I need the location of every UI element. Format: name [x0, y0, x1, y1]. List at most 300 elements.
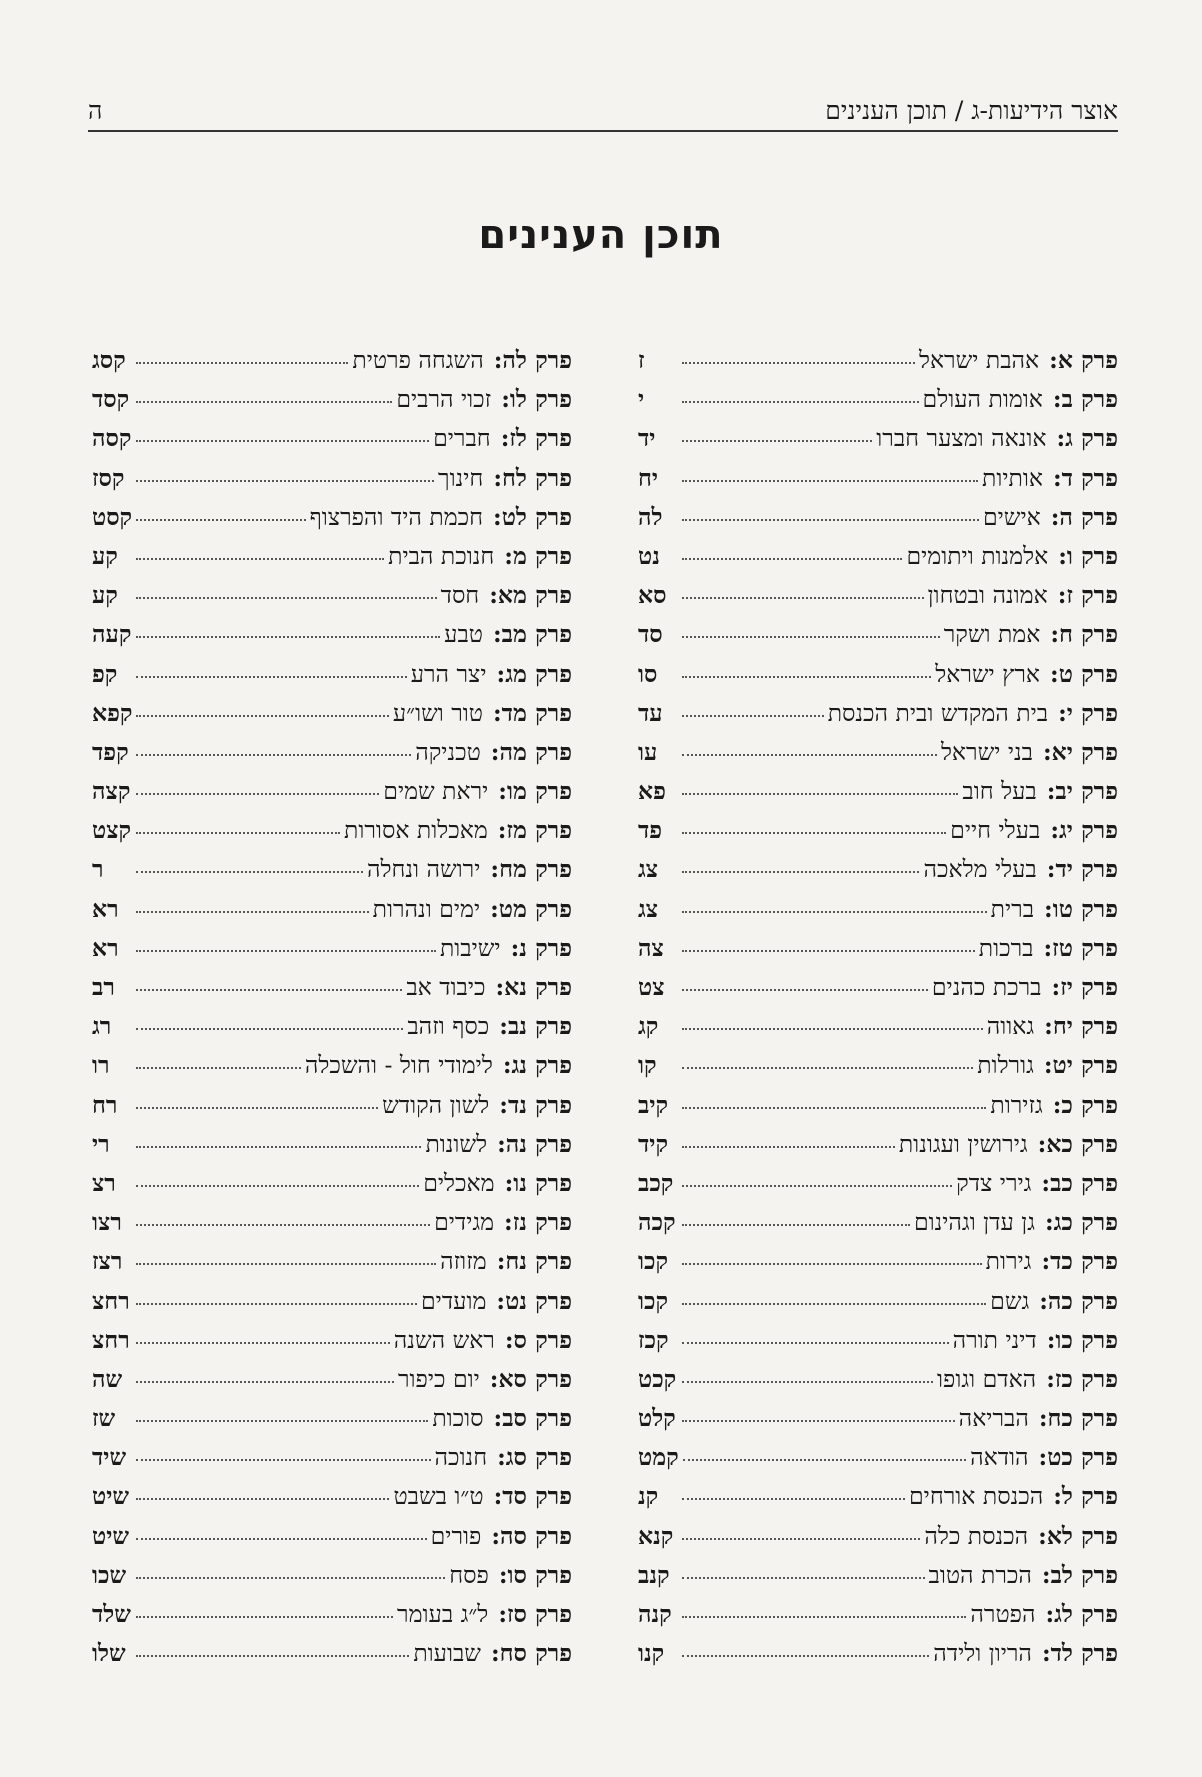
- toc-entry: [92, 542, 572, 581]
- chapter-page-number: יח: [638, 463, 659, 492]
- chapter-label: פרק נב:: [499, 1012, 572, 1041]
- chapter-title: גזירות: [990, 1090, 1043, 1119]
- chapter-page-number: קנב: [638, 1560, 670, 1589]
- toc-entry: [638, 1561, 1118, 1600]
- chapter-label: פרק ה:: [1050, 502, 1118, 531]
- chapter-label: פרק נד:: [499, 1090, 572, 1119]
- dot-leader: [136, 793, 379, 795]
- chapter-title: גאווה: [986, 1012, 1035, 1041]
- chapter-label: פרק נה:: [497, 1129, 572, 1158]
- chapter-page-number: רי: [92, 1129, 110, 1158]
- page-title: תוכן הענינים: [478, 212, 724, 258]
- dot-leader: [682, 1107, 986, 1109]
- chapter-title: מזוזה: [440, 1247, 487, 1276]
- toc-entry: [92, 1208, 572, 1247]
- dot-leader: [682, 362, 915, 364]
- toc-entry: [92, 1482, 572, 1521]
- chapter-label: פרק מב:: [492, 620, 572, 649]
- chapter-page-number: קצה: [92, 777, 131, 806]
- chapter-label: פרק ג:: [1056, 424, 1118, 453]
- chapter-title: לשונות: [425, 1129, 488, 1158]
- chapter-label: פרק כג:: [1044, 1208, 1118, 1237]
- chapter-title: פורים: [430, 1521, 482, 1550]
- toc-entry: [92, 699, 572, 738]
- toc-entry: [92, 424, 572, 463]
- dot-leader: [682, 950, 975, 952]
- chapter-title: ברכות: [978, 933, 1034, 962]
- chapter-label: פרק א:: [1049, 346, 1118, 374]
- chapter-page-number: קיד: [638, 1129, 669, 1158]
- chapter-title: הריון ולידה: [933, 1639, 1032, 1668]
- chapter-label: פרק לו:: [501, 385, 572, 414]
- chapter-page-number: פד: [638, 816, 663, 845]
- chapter-page-number: שלו: [92, 1639, 126, 1668]
- toc-entry: [92, 1247, 572, 1286]
- toc-entry: [638, 1443, 1118, 1482]
- chapter-page-number: שיט: [92, 1482, 129, 1511]
- toc-entry: [638, 855, 1118, 894]
- chapter-page-number: רח: [92, 1090, 118, 1119]
- dot-leader: [136, 715, 388, 717]
- chapter-label: פרק כד:: [1041, 1247, 1118, 1276]
- dot-leader: [682, 636, 940, 638]
- toc-entry: [92, 1091, 572, 1130]
- toc-entry: [638, 1012, 1118, 1051]
- toc-entry: [638, 385, 1118, 424]
- chapter-label: פרק מד:: [493, 698, 572, 727]
- dot-leader: [136, 1577, 445, 1579]
- toc-entry: [92, 1130, 572, 1169]
- chapter-title: ט״ו בשבט: [393, 1482, 484, 1511]
- chapter-title: אותיות: [981, 463, 1043, 492]
- dot-leader: [136, 480, 434, 482]
- chapter-title: מאכלות אסורות: [344, 816, 488, 845]
- chapter-page-number: קעה: [92, 620, 132, 649]
- chapter-label: פרק ד:: [1052, 463, 1118, 492]
- dot-leader: [682, 558, 902, 560]
- toc-entry: [92, 1443, 572, 1482]
- dot-leader: [682, 1420, 955, 1422]
- dot-leader: [682, 1067, 973, 1069]
- chapter-page-number: קכו: [638, 1247, 669, 1276]
- chapter-title: ימים ונהרות: [372, 894, 481, 923]
- toc-entry: [638, 1130, 1118, 1169]
- chapter-page-number: סו: [638, 659, 658, 688]
- chapter-title: אונאה ומצער חברו: [876, 424, 1047, 453]
- chapter-label: פרק לא:: [1038, 1521, 1118, 1550]
- chapter-label: פרק מח:: [490, 855, 572, 884]
- toc-entry: [92, 816, 572, 855]
- dot-leader: [136, 636, 440, 638]
- toc-entry: [92, 503, 572, 542]
- dot-leader: [136, 558, 384, 560]
- chapter-title: גירות: [985, 1247, 1032, 1276]
- dot-leader: [136, 1067, 301, 1069]
- dot-leader: [682, 1616, 966, 1618]
- chapter-page-number: קכה: [638, 1208, 676, 1237]
- chapter-page-number: רו: [92, 1051, 110, 1080]
- chapter-title: אומות העולם: [922, 385, 1043, 414]
- chapter-label: פרק סב:: [493, 1404, 572, 1433]
- chapter-label: פרק ט:: [1050, 659, 1118, 688]
- chapter-page-number: צה: [638, 933, 664, 962]
- dot-leader: [136, 1616, 393, 1618]
- chapter-title: גן עדן וגהינום: [913, 1208, 1035, 1237]
- dot-leader: [136, 1459, 431, 1461]
- chapter-page-number: רחצ: [92, 1325, 130, 1354]
- chapter-label: פרק נג:: [502, 1051, 572, 1080]
- chapter-label: פרק סו:: [498, 1560, 572, 1589]
- dot-leader: [136, 676, 407, 678]
- chapter-label: פרק נט:: [496, 1286, 572, 1315]
- chapter-title: טור ושו״ע: [392, 698, 483, 727]
- chapter-page-number: קסז: [92, 463, 125, 492]
- dot-leader: [682, 1498, 905, 1500]
- dot-leader: [682, 1224, 910, 1226]
- chapter-title: גורלות: [977, 1051, 1034, 1080]
- chapter-label: פרק נא:: [495, 973, 572, 1001]
- chapter-page-number: רב: [92, 973, 115, 1001]
- chapter-title: חינוך: [438, 463, 484, 492]
- dot-leader: [136, 401, 392, 403]
- chapter-page-number: פא: [638, 777, 666, 806]
- dot-leader: [136, 911, 369, 913]
- toc-entry: [92, 973, 572, 1012]
- chapter-label: פרק כז:: [1046, 1364, 1118, 1393]
- chapter-title: מאכלים: [423, 1168, 495, 1197]
- chapter-title: בעל חוב: [962, 777, 1037, 806]
- chapter-label: פרק מט:: [490, 894, 572, 923]
- chapter-title: יצר הרע: [410, 659, 487, 688]
- chapter-title: שבועות: [413, 1639, 481, 1668]
- toc-entry: [638, 503, 1118, 542]
- toc-entry: [92, 1326, 572, 1365]
- toc-entry: [638, 1522, 1118, 1561]
- toc-entry: [92, 464, 572, 503]
- chapter-page-number: נט: [638, 541, 660, 570]
- toc-entry: [638, 1639, 1118, 1678]
- dot-leader: [682, 676, 931, 678]
- dot-leader: [136, 362, 348, 364]
- chapter-page-number: עד: [638, 698, 663, 727]
- chapter-title: יום כיפור: [397, 1364, 480, 1393]
- chapter-title: כיבוד אב: [406, 973, 486, 1001]
- chapter-label: פרק לב:: [1041, 1560, 1118, 1589]
- chapter-title: הכנסת כלה: [924, 1521, 1029, 1550]
- toc-entry: [92, 581, 572, 620]
- toc-entry: [638, 660, 1118, 699]
- chapter-label: פרק כח:: [1038, 1404, 1118, 1433]
- toc-column-left: [92, 346, 572, 1678]
- chapter-label: פרק לז:: [500, 424, 572, 453]
- dot-leader: [682, 1146, 895, 1148]
- toc-column-right: [638, 346, 1118, 1678]
- toc-entry: [638, 1482, 1118, 1521]
- chapter-label: פרק כו:: [1046, 1325, 1118, 1354]
- page-number: ה: [88, 96, 103, 125]
- chapter-page-number: קנו: [638, 1639, 665, 1668]
- toc-entry: [638, 1169, 1118, 1208]
- dot-leader: [682, 401, 919, 403]
- chapter-label: פרק יז:: [1051, 973, 1118, 1001]
- chapter-title: גירושין ועגונות: [898, 1129, 1028, 1158]
- toc-entry: [638, 464, 1118, 503]
- chapter-page-number: קסג: [92, 346, 126, 374]
- chapter-page-number: רצ: [92, 1168, 116, 1197]
- chapter-page-number: קכב: [638, 1168, 674, 1197]
- dot-leader: [682, 1381, 933, 1383]
- chapter-title: טבע: [444, 620, 483, 649]
- dot-leader: [683, 1459, 966, 1461]
- chapter-page-number: שיט: [92, 1521, 129, 1550]
- chapter-page-number: קכו: [638, 1286, 669, 1315]
- dot-leader: [136, 1381, 394, 1383]
- dot-leader: [136, 1303, 417, 1305]
- toc-entry: [92, 1639, 572, 1678]
- chapter-label: פרק סג:: [497, 1443, 572, 1472]
- running-header: [88, 96, 1118, 132]
- chapter-page-number: רצז: [92, 1247, 123, 1276]
- chapter-page-number: צט: [638, 973, 665, 1001]
- chapter-page-number: קלט: [638, 1404, 676, 1433]
- chapter-label: פרק כט:: [1038, 1443, 1118, 1472]
- toc-entry: [638, 542, 1118, 581]
- toc-entry: [92, 1287, 572, 1326]
- toc-entry: [638, 1208, 1118, 1247]
- toc-entry: [92, 777, 572, 816]
- chapter-label: פרק יד:: [1046, 855, 1118, 884]
- toc-entry: [92, 620, 572, 659]
- chapter-label: פרק סא:: [489, 1364, 572, 1393]
- chapter-label: פרק יט:: [1043, 1051, 1118, 1080]
- toc-entry: [92, 1051, 572, 1090]
- chapter-label: פרק כ:: [1052, 1090, 1118, 1119]
- toc-entry: [92, 1169, 572, 1208]
- chapter-title: אישים: [982, 502, 1041, 531]
- chapter-page-number: רג: [92, 1012, 112, 1041]
- chapter-label: פרק כב:: [1041, 1168, 1118, 1197]
- chapter-page-number: קצט: [92, 816, 132, 845]
- dot-leader: [682, 715, 824, 717]
- chapter-title: ברכת כהנים: [931, 973, 1042, 1001]
- dot-leader: [682, 519, 979, 521]
- dot-leader: [682, 989, 928, 991]
- chapter-label: פרק טז:: [1043, 933, 1118, 962]
- chapter-page-number: קפד: [92, 737, 129, 766]
- chapter-title: סוכות: [432, 1404, 484, 1433]
- dot-leader: [136, 1224, 430, 1226]
- chapter-title: בני ישראל: [940, 737, 1033, 766]
- dot-leader: [682, 440, 872, 442]
- dot-leader: [136, 440, 429, 442]
- chapter-page-number: צג: [638, 855, 659, 884]
- chapter-title: חסד: [440, 581, 480, 610]
- toc-entry: [638, 973, 1118, 1012]
- chapter-title: הכרת הטוב: [928, 1560, 1032, 1589]
- dot-leader: [136, 1263, 436, 1265]
- chapter-title: הודאה: [970, 1443, 1029, 1472]
- chapter-title: ברית: [990, 894, 1035, 923]
- chapter-label: פרק סד:: [493, 1482, 572, 1511]
- chapter-page-number: רצו: [92, 1208, 122, 1237]
- chapter-title: השגחה פרטית: [352, 346, 484, 374]
- chapter-page-number: קסה: [92, 424, 132, 453]
- chapter-label: פרק לט:: [493, 502, 572, 531]
- chapter-title: אמונה ובטחון: [927, 581, 1048, 610]
- toc-entry: [92, 385, 572, 424]
- chapter-page-number: קפא: [92, 698, 133, 727]
- toc-entry: [638, 1287, 1118, 1326]
- dot-leader: [136, 1185, 419, 1187]
- chapter-page-number: שלד: [92, 1600, 131, 1628]
- dot-leader: [136, 754, 411, 756]
- chapter-label: פרק נז:: [504, 1208, 572, 1237]
- chapter-label: פרק נח:: [496, 1247, 572, 1276]
- toc-entry: [638, 1600, 1118, 1639]
- chapter-page-number: קנא: [638, 1521, 674, 1550]
- chapter-title: בית המקדש ובית הכנסת: [827, 698, 1049, 727]
- dot-leader: [136, 1655, 409, 1657]
- chapter-label: פרק סז:: [498, 1600, 572, 1628]
- chapter-page-number: ר: [92, 855, 104, 884]
- chapter-label: פרק מו:: [498, 777, 572, 806]
- chapter-title: לימודי חול - והשכלה: [304, 1051, 493, 1080]
- chapter-title: אהבת ישראל: [918, 346, 1040, 374]
- chapter-page-number: צג: [638, 894, 659, 923]
- chapter-title: בעלי מלאכה: [923, 855, 1037, 884]
- chapter-page-number: קסט: [92, 502, 133, 531]
- dot-leader: [682, 1303, 986, 1305]
- dot-leader: [136, 1342, 390, 1344]
- chapter-title: טכניקה: [415, 737, 481, 766]
- dot-leader: [682, 793, 958, 795]
- chapter-page-number: שה: [92, 1364, 123, 1393]
- chapter-page-number: קיב: [638, 1090, 669, 1119]
- chapter-page-number: רא: [92, 894, 119, 923]
- dot-leader: [682, 1538, 920, 1540]
- chapter-title: זכוי הרבים: [396, 385, 492, 414]
- chapter-label: פרק טו:: [1044, 894, 1118, 923]
- chapter-label: פרק נ:: [510, 933, 572, 962]
- toc-entry: [638, 346, 1118, 385]
- chapter-title: האדם וגופו: [937, 1364, 1037, 1393]
- dot-leader: [136, 597, 437, 599]
- chapter-label: פרק לה:: [493, 346, 572, 374]
- toc-entry: [92, 1012, 572, 1051]
- chapter-page-number: רא: [92, 933, 119, 962]
- chapter-title: גשם: [990, 1286, 1030, 1315]
- chapter-title: הכנסת אורחים: [909, 1482, 1044, 1511]
- chapter-label: פרק ח:: [1050, 620, 1118, 649]
- toc-entry: [638, 1326, 1118, 1365]
- chapter-title: חכמת היד והפרצוף: [309, 502, 484, 531]
- chapter-page-number: קע: [92, 581, 118, 610]
- chapter-page-number: יד: [638, 424, 656, 453]
- toc-entry: [638, 1247, 1118, 1286]
- chapter-page-number: קע: [92, 541, 118, 570]
- chapter-label: פרק יג:: [1050, 816, 1118, 845]
- chapter-page-number: סד: [638, 620, 663, 649]
- chapter-title: חנוכת הבית: [388, 541, 495, 570]
- chapter-page-number: קו: [638, 1051, 657, 1080]
- dot-leader: [682, 871, 919, 873]
- chapter-page-number: קנה: [638, 1600, 672, 1628]
- chapter-page-number: סא: [638, 581, 667, 610]
- toc-entry: [638, 699, 1118, 738]
- dot-leader: [682, 1577, 925, 1579]
- toc-entry: [638, 934, 1118, 973]
- toc-entry: [92, 1365, 572, 1404]
- dot-leader: [136, 1146, 421, 1148]
- chapter-page-number: שיד: [92, 1443, 127, 1472]
- chapter-label: פרק ס:: [504, 1325, 572, 1354]
- chapter-label: פרק יא:: [1042, 737, 1118, 766]
- toc-entry: [92, 738, 572, 777]
- chapter-label: פרק י:: [1058, 698, 1118, 727]
- chapter-page-number: י: [638, 385, 645, 414]
- dot-leader: [136, 950, 436, 952]
- chapter-title: ארץ ישראל: [935, 659, 1041, 688]
- chapter-label: פרק ו:: [1058, 541, 1118, 570]
- dot-leader: [682, 1342, 949, 1344]
- chapter-page-number: קג: [638, 1012, 659, 1041]
- toc-entry: [92, 855, 572, 894]
- dot-leader: [682, 1263, 982, 1265]
- toc-entry: [638, 895, 1118, 934]
- chapter-label: פרק יב:: [1046, 777, 1118, 806]
- dot-leader: [682, 754, 937, 756]
- chapter-label: פרק סח:: [490, 1639, 572, 1668]
- dot-leader: [136, 871, 363, 873]
- chapter-label: פרק כא:: [1037, 1129, 1118, 1158]
- toc-entry: [638, 1365, 1118, 1404]
- chapter-page-number: קמט: [638, 1443, 679, 1472]
- dot-leader: [682, 1185, 952, 1187]
- chapter-page-number: לה: [638, 502, 663, 531]
- dot-leader: [682, 597, 924, 599]
- dot-leader: [136, 1107, 378, 1109]
- chapter-title: גירי צדק: [956, 1168, 1032, 1197]
- chapter-title: מועדים: [421, 1286, 487, 1315]
- chapter-title: בעלי חיים: [950, 816, 1041, 845]
- chapter-title: חברים: [433, 424, 491, 453]
- chapter-page-number: קסד: [92, 385, 130, 414]
- chapter-page-number: שז: [92, 1404, 116, 1433]
- chapter-label: פרק נו:: [504, 1168, 572, 1197]
- toc-entry: [638, 1091, 1118, 1130]
- chapter-title: ל״ג בעומר: [397, 1600, 489, 1628]
- toc-entry: [92, 346, 572, 385]
- chapter-title: כסף וזהב: [407, 1012, 490, 1041]
- toc-entry: [638, 816, 1118, 855]
- dot-leader: [682, 832, 946, 834]
- chapter-label: פרק מג:: [496, 659, 572, 688]
- chapter-label: פרק ז:: [1057, 581, 1118, 610]
- chapter-title: חנוכה: [434, 1443, 488, 1472]
- chapter-page-number: קפ: [92, 659, 118, 688]
- chapter-title: הפטרה: [970, 1600, 1036, 1628]
- chapter-label: פרק כה:: [1039, 1286, 1118, 1315]
- dot-leader: [136, 1420, 428, 1422]
- chapter-label: פרק לג:: [1045, 1600, 1118, 1628]
- toc-entry: [92, 660, 572, 699]
- dot-leader: [682, 480, 978, 482]
- chapter-title: פסח: [449, 1560, 489, 1589]
- dot-leader: [136, 1028, 403, 1030]
- chapter-title: אלמנות ויתומים: [906, 541, 1049, 570]
- toc-entry: [638, 424, 1118, 463]
- dot-leader: [682, 1655, 929, 1657]
